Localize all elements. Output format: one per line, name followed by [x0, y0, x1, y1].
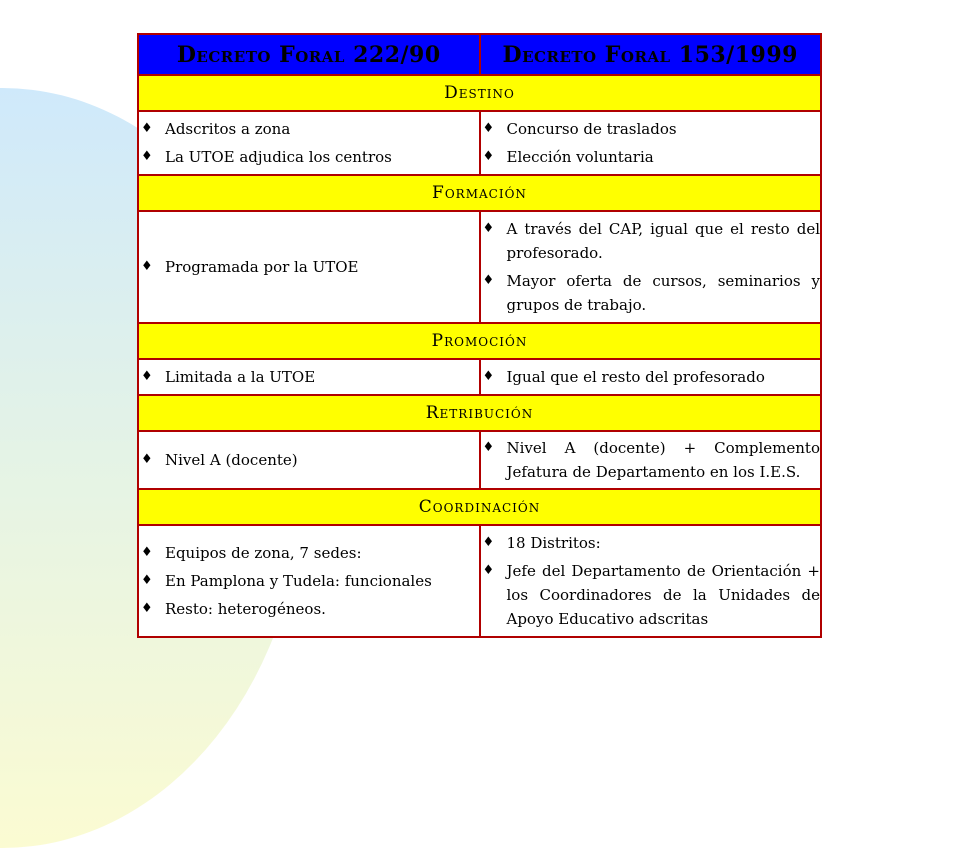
list-item: ♦ A través del CAP, igual que el resto del profesorado.	[481, 217, 821, 265]
section-row	[138, 323, 821, 359]
list-item: ♦ 18 Distritos:	[481, 531, 821, 555]
section-row	[138, 395, 821, 431]
list-item: ♦ Limitada a la UTOE	[139, 365, 479, 389]
cell-retribucion-left	[138, 431, 480, 489]
diamond-bullet-icon: ♦	[141, 452, 153, 467]
section-row	[138, 175, 821, 211]
diamond-bullet-icon: ♦	[141, 369, 153, 384]
section-title-coordinacion: Coordinación	[138, 489, 821, 525]
diamond-bullet-icon: ♦	[482, 440, 495, 455]
diamond-bullet-icon: ♦	[482, 121, 495, 136]
section-title-formacion: Formación	[138, 175, 821, 211]
diamond-bullet-icon: ♦	[141, 259, 153, 274]
list-item: ♦ Programada por la UTOE	[139, 255, 479, 279]
list-item: ♦ Concurso de traslados	[481, 117, 821, 141]
diamond-bullet-icon: ♦	[482, 221, 495, 236]
section-title-retribucion: Retribución	[138, 395, 821, 431]
content-row	[138, 111, 821, 175]
diamond-bullet-icon: ♦	[141, 121, 153, 136]
diamond-bullet-icon: ♦	[141, 573, 153, 588]
cell-coordinacion-right	[480, 525, 822, 637]
cell-retribucion-right	[480, 431, 822, 489]
cell-promocion-right	[480, 359, 822, 395]
header-decreto-153-1999: Decreto Foral 153/1999	[480, 34, 822, 75]
list-item: ♦ La UTOE adjudica los centros	[139, 145, 479, 169]
list-item: ♦ Igual que el resto del profesorado	[481, 365, 821, 389]
cell-formacion-right	[480, 211, 822, 323]
section-row	[138, 489, 821, 525]
diamond-bullet-icon: ♦	[482, 149, 495, 164]
diamond-bullet-icon: ♦	[141, 545, 153, 560]
list-item: ♦ Elección voluntaria	[481, 145, 821, 169]
section-row	[138, 75, 821, 111]
diamond-bullet-icon: ♦	[482, 535, 495, 550]
content-row	[138, 359, 821, 395]
cell-promocion-left	[138, 359, 480, 395]
cell-destino-right	[480, 111, 822, 175]
list-item: ♦ Jefe del Departamento de Orientación + los Coordinadores de la Unidades de Apoyo Educativo adscritas	[481, 559, 821, 631]
list-item: ♦ Nivel A (docente) + Complemento Jefatura de Departamento en los I.E.S.	[481, 436, 821, 484]
diamond-bullet-icon: ♦	[141, 149, 153, 164]
list-item: ♦ Mayor oferta de cursos, seminarios y grupos de trabajo.	[481, 269, 821, 317]
diamond-bullet-icon: ♦	[141, 601, 153, 616]
comparison-table	[137, 33, 822, 638]
list-item: ♦ Equipos de zona, 7 sedes:	[139, 541, 479, 565]
content-row	[138, 525, 821, 637]
cell-formacion-left	[138, 211, 480, 323]
diamond-bullet-icon: ♦	[482, 563, 495, 578]
section-title-destino: Destino	[138, 75, 821, 111]
section-title-promocion: Promoción	[138, 323, 821, 359]
header-row	[138, 34, 821, 75]
list-item: ♦ Resto: heterogéneos.	[139, 597, 479, 621]
list-item: ♦ En Pamplona y Tudela: funcionales	[139, 569, 479, 593]
list-item: ♦ Nivel A (docente)	[139, 448, 479, 472]
cell-destino-left	[138, 111, 480, 175]
list-item: ♦ Adscritos a zona	[139, 117, 479, 141]
header-decreto-222-90: Decreto Foral 222/90	[138, 34, 480, 75]
content-row	[138, 211, 821, 323]
content-row	[138, 431, 821, 489]
diamond-bullet-icon: ♦	[482, 369, 495, 384]
cell-coordinacion-left	[138, 525, 480, 637]
diamond-bullet-icon: ♦	[482, 273, 495, 288]
